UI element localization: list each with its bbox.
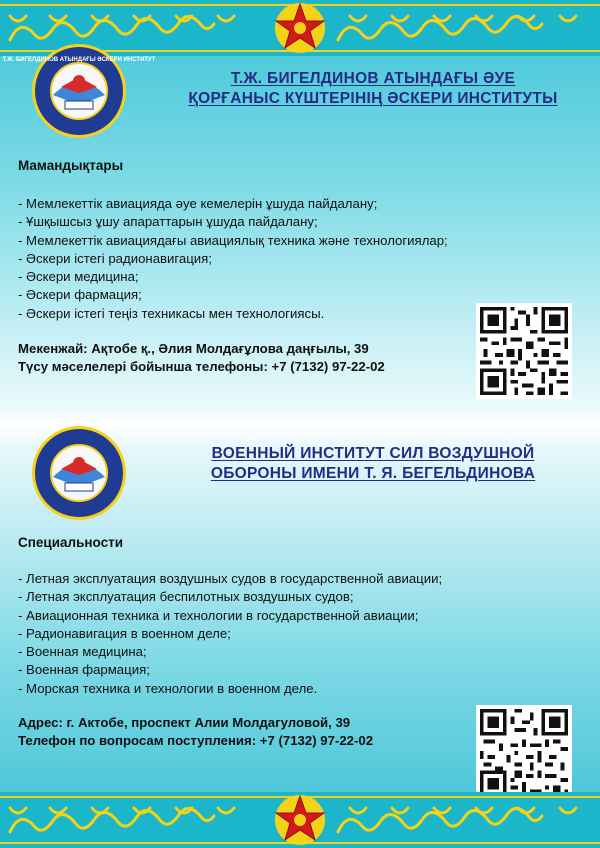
qr-code[interactable] (476, 303, 572, 399)
kazakh-address: Мекенжай: Ақтобе қ., Әлия Молдағұлова даңғылы, 39 (18, 341, 369, 356)
russian-specialties-list (18, 570, 442, 698)
list-item: - Мемлекеттік авиацияда әуе кемелерін ұшуда пайдалану; (18, 196, 378, 211)
list-item: - Авиационная техника и технологии в государственной авиации; (18, 607, 419, 623)
russian-phone: Телефон по вопросам поступления: +7 (7132) 97-22-02 (18, 733, 374, 748)
emblem-caption: Т.Ж. БИГЕЛДИНОВ АТЫНДАҒЫ ӘСКЕРИ ИНСТИТУТ (2, 57, 156, 63)
russian-title-line1: ВОЕННЫЙ ИНСТИТУТ СИЛ ВОЗДУШНОЙ (211, 445, 535, 462)
kazakh-title-line2: ҚОРҒАНЫС КҮШТЕРІНІҢ ӘСКЕРИ ИНСТИТУТЫ (188, 90, 558, 107)
kazakh-specialties-heading: Мамандықтары (18, 158, 124, 173)
list-item: - Военная фармация; (18, 662, 150, 678)
list-item: - Радионавигация в военном деле; (18, 625, 231, 641)
institute-emblem (31, 425, 127, 521)
russian-contact-block (18, 714, 373, 750)
qr-code[interactable] (476, 705, 572, 801)
list-item: - Әскери істегі радионавигация; (18, 250, 212, 266)
qr-code-icon (476, 303, 572, 399)
list-item: - Военная медицина; (18, 644, 147, 660)
kazakh-specialties-list (18, 195, 448, 323)
list-item: - Әскери фармация; (18, 287, 142, 303)
list-item: - Летная эксплуатация воздушных судов в государственной авиации; (18, 571, 443, 586)
list-item: - Морская техника и технологии в военном деле. (18, 680, 318, 696)
qr-code-icon (476, 705, 572, 801)
list-item: - Ұшқышсыз ұшу апараттарын ұшуда пайдалану; (18, 214, 318, 230)
institute-emblem (2, 43, 156, 139)
bottom-ornament-band (0, 792, 600, 848)
list-item: - Әскери медицина; (18, 269, 139, 285)
russian-title-line2: ОБОРОНЫ ИМЕНИ Т. Я. БЕГЕЛЬДИНОВА (210, 465, 536, 482)
list-item: - Летная эксплуатация беспилотных воздушных судов; (18, 589, 354, 605)
russian-specialties-heading: Специальности (18, 535, 124, 550)
red-star-icon (275, 795, 325, 845)
kazakh-phone: Түсу мәселелері бойынша телефоны: +7 (7132) 97-22-02 (18, 359, 385, 374)
russian-institute-title (150, 444, 596, 484)
kazakh-contact-block (18, 340, 385, 376)
red-star-icon (275, 3, 325, 53)
list-item: - Мемлекеттік авиациядағы авиациялық техника және технологиялар; (18, 232, 448, 248)
kazakh-institute-title (150, 69, 596, 109)
list-item: - Әскери істегі теңіз техникасы мен технологиясы. (18, 305, 325, 321)
kazakh-title-line1: Т.Ж. БИГЕЛДИНОВ АТЫНДАҒЫ ӘУЕ (230, 70, 516, 87)
russian-address: Адрес: г. Актобе, проспект Алии Молдагуловой, 39 (18, 715, 351, 730)
